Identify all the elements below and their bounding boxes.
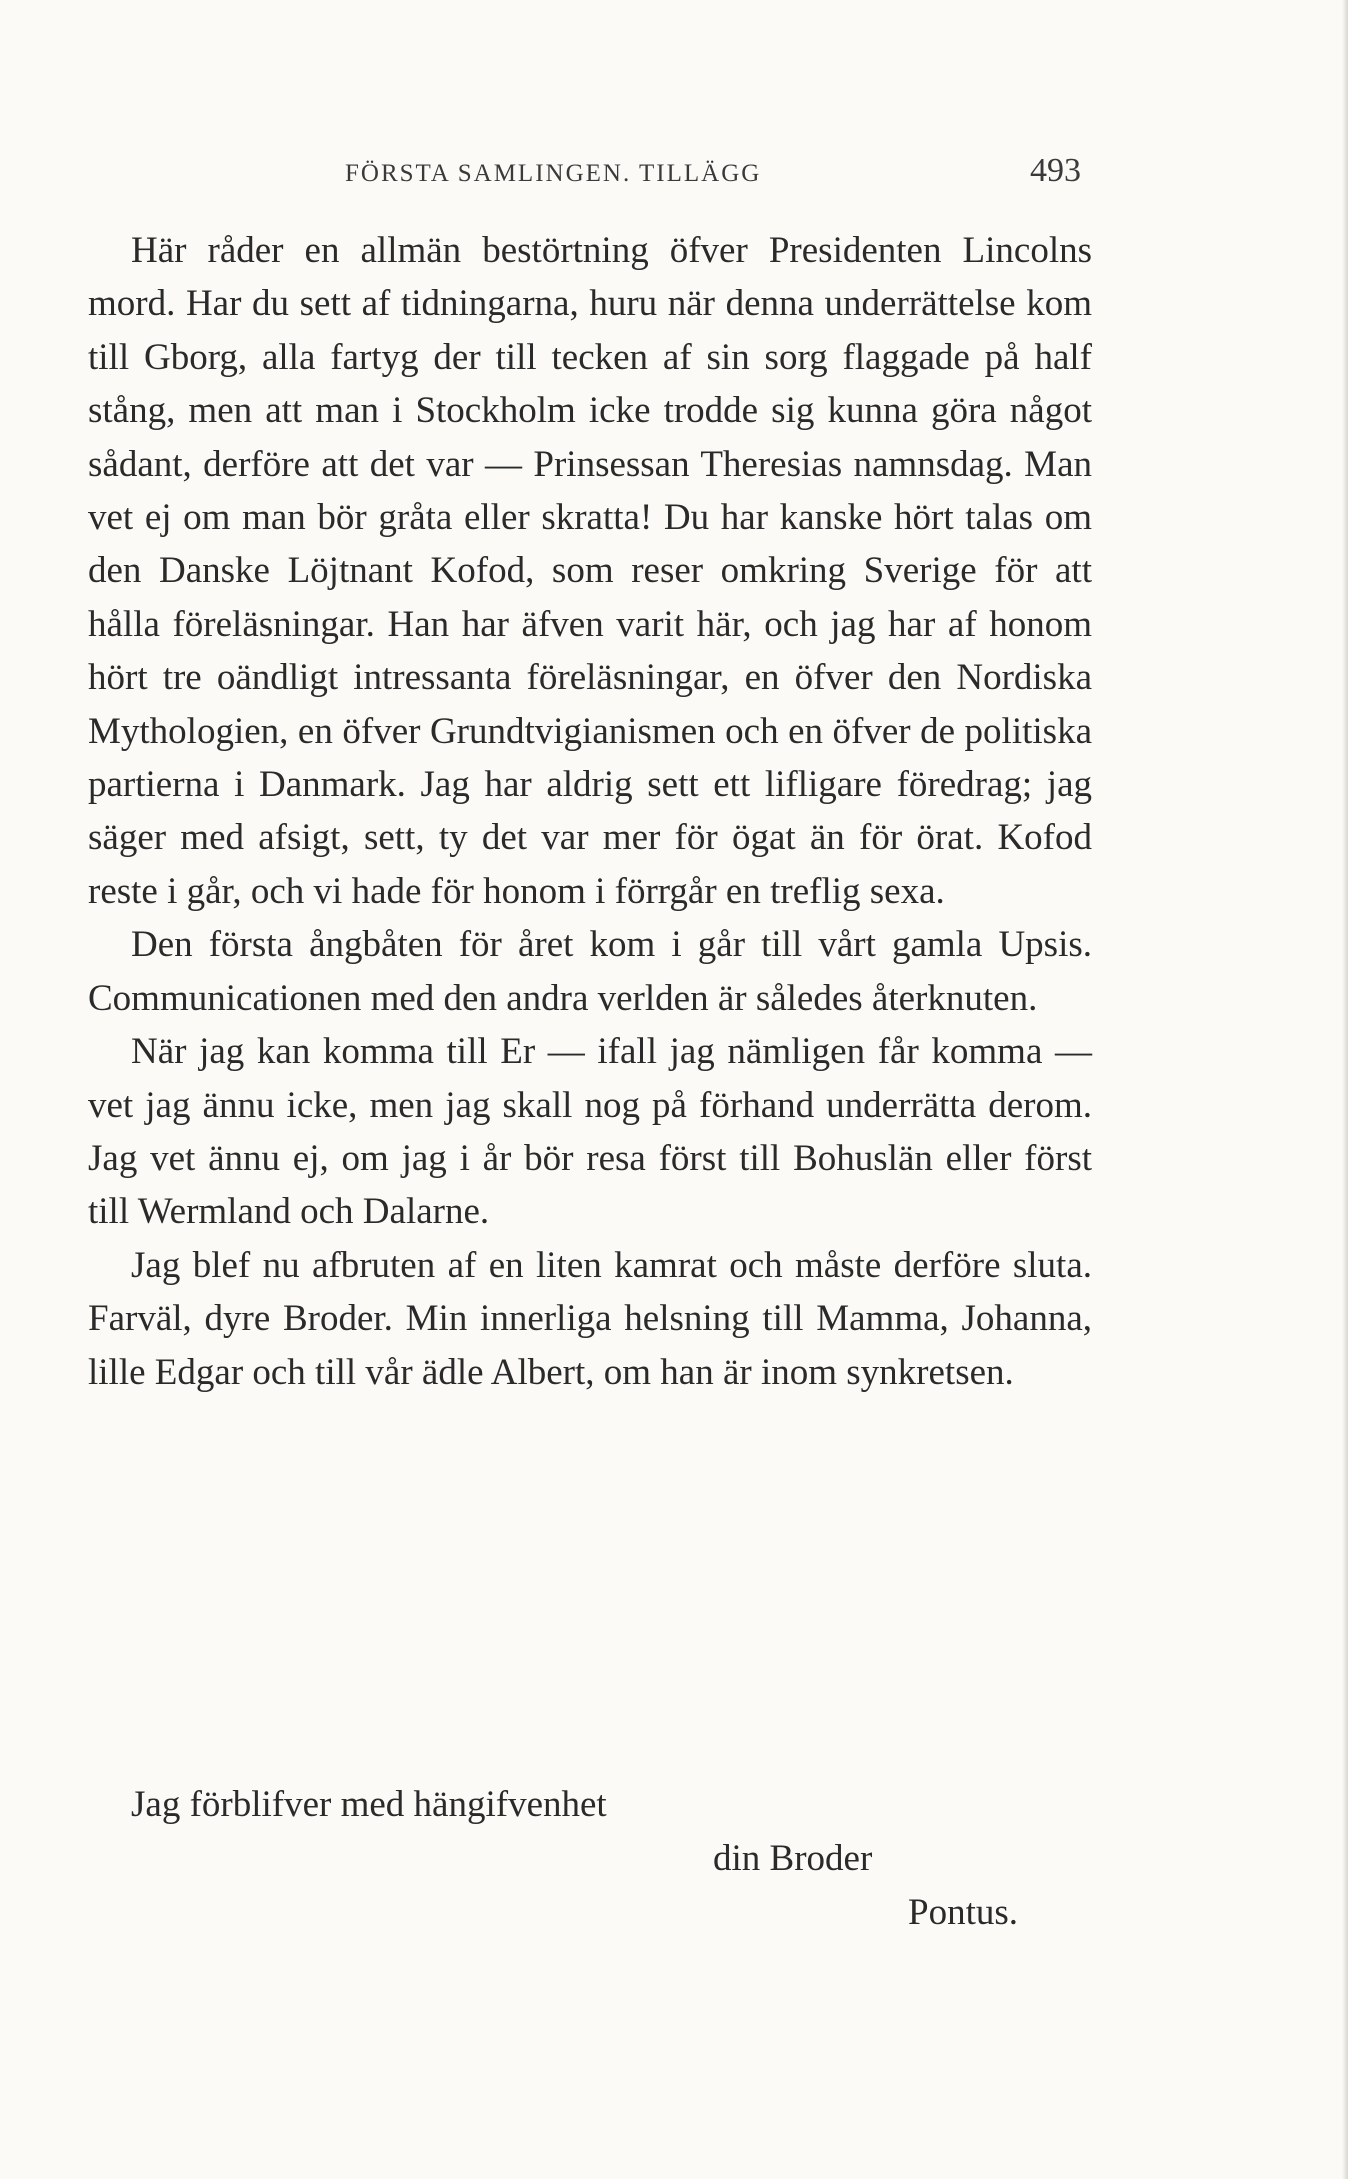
signature: Pontus. <box>908 1892 1019 1933</box>
page-edge-shadow <box>1342 0 1348 2179</box>
paragraph: Jag blef nu afbruten af en liten kamrat och måste derföre sluta. Farväl, dyre Broder. Min innerliga helsning till Mamma, Johanna, lille Edgar och till vår ädle Albert, om han är inom synkretsen. <box>88 1244 1092 1393</box>
paragraph: När jag kan komma till Er — ifall jag nämligen får komma — vet jag ännu icke, men jag skall nog på förhand underrätta derom. Jag vet ännu ej, om jag i år bör resa först till Bohuslän eller först till Wermland och Dalarne. <box>88 1031 1092 1233</box>
paragraph: Här råder en allmän bestörtning öfver Presidenten Lincolns mord. Har du sett af tidningarna, huru när denna underrättelse kom till Gborg, alla fartyg der till tecken af sin sorg flaggade på half stång, men att man i Stockholm icke trodde sig kunna göra något sådant, derföre att det var — Prinsessan Theresias namnsdag. Man vet ej om man bör gråta eller skratta! Du har kanske hört talas om den Danske Löjtnant Kofod, som reser omkring Sverige för att hålla föreläsningar. Han har äfven varit här, och jag har af honom hört tre oändligt intressanta föreläsningar, en öfver den Nordiska Mythologien, en öfver Grundtvigianismen och en öfver de politiska partierna i Danmark. Jag har aldrig sett ett lifligare föredrag; jag säger med afsigt, sett, ty det var mer för ögat än för örat. Kofod reste i går, och vi hade för honom i förrgår en treflig sexa. <box>88 230 1092 912</box>
closing-line: Jag förblifver med hängifvenhet <box>131 1784 607 1825</box>
paragraph: Den första ångbåten för året kom i går till vårt gamla Upsis. Communicationen med den andra verlden är således återknuten. <box>88 924 1092 1019</box>
letter-body <box>88 224 1092 1399</box>
page-number: 493 <box>1030 152 1081 189</box>
running-head: FÖRSTA SAMLINGEN. TILLÄGG <box>345 160 762 187</box>
relation-line: din Broder <box>713 1838 873 1879</box>
